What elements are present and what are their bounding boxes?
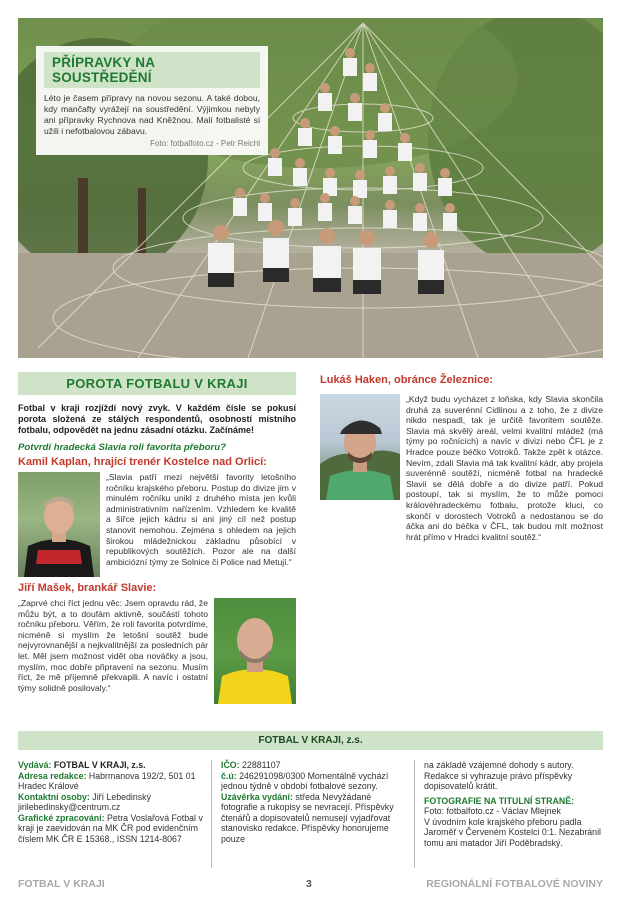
impressum-value: 246291098/0300 Momentálně vychází jednou týdně v období fotbalové sezony. xyxy=(221,770,389,791)
impressum-account xyxy=(221,771,406,792)
impressum-col3-text: na základě vzájemné dohody s autory. Redakce si vyhrazuje právo příspěvky dopisovatelů krátit. xyxy=(424,760,574,791)
impressum-label: Grafické zpracování: xyxy=(18,812,105,823)
kaplan-portrait-illustration xyxy=(18,472,100,577)
porota-right-column xyxy=(320,374,603,542)
impressum-label: č.ú: xyxy=(221,770,237,781)
footer-tagline: REGIONÁLNÍ FOTBALOVÉ NOVINY xyxy=(426,878,603,890)
impressum-label: Adresa redakce: xyxy=(18,770,87,781)
impressum-value: Jiří Lebedinský jirilebedinsky@centrum.cz xyxy=(18,791,151,812)
masek-portrait xyxy=(214,598,296,704)
haken-answer: „Když budu vycházet z loňska, kdy Slavia skončila druhá za suverénní Cidlinou a z toho, že z divize nikdo nespadl, tak je určitě favoritem soutěže. Slavia má skvělý areál, velmi kvalitní mládež (má týmy po ročnících) a navíc v divizi nebo ČFL je z Hradce pouze béčko Votroků. Takže zpět k otázce. Nevím, zdali Slavia má tak kvalitní kádr, aby projela suverénně soutěží, nicméně fotbal na hradecké Slavii se dělá dobře a do divize patří. Pokud postoupí, tak si myslím, že to může pomoci královéhradeckému fotbalu, protože kluci, co skončí v dorostech Votroků a nedostanou se do áčka ani do béčka v ČFL, tak budou mít možnost hrát přímo v Hradci kvalitní soutěž.“ xyxy=(406,394,603,542)
kaplan-answer: „Slavia patří mezi největší favority letošního ročníku krajského přeboru. Postup do divize jim v minulém ročníku unikl z druhého místa jen kvůli administrativním nařízením. Vzhledem ke kvalitě a šířce jejich kádru si ani jiný cíl než postup stanovit nemohou. Zejména s ohledem na jejich širokou mládežnickou základnu působící v republikových soutěžích. Pozor ale na další ambiciózní týmy ze Solnice či Police nad Metují.“ xyxy=(106,472,296,567)
masek-portrait-illustration xyxy=(214,598,296,704)
porota-question: Potvrdí hradecká Slavia roli favorita přeboru? xyxy=(18,442,226,453)
kaplan-name: Kamil Kaplan, hrající trenér Kostelce nad Orlicí: xyxy=(18,456,267,468)
masek-answer: „Zaprvé chci říct jednu věc: Jsem opravdu rád, že můžu být, a to doufám aktivně, součástí tohoto ročníku přeboru. Věřím, že roli favorita potvrdíme, nicméně si myslím že letošní soutěž bude nejvyrovnanější a nejkvalitnější za posledních pár let. Měl jsem možnost vidět oba nováčky a jsou, myslím, moc dobře připravení na sezonu. Musím říct, že mě příjemně překvapili. A navíc i ostatní týmy solidně posilovaly.“ xyxy=(18,598,208,693)
impressum-value: FOTBAL V KRAJI, z.s. xyxy=(53,760,146,770)
impressum-label: IČO: xyxy=(221,760,240,770)
impressum-column-3 xyxy=(424,760,606,848)
masek-name: Jiří Mašek, brankář Slavie: xyxy=(18,582,157,594)
impressum-label: Uzávěrka vydání: xyxy=(221,791,293,802)
haken-portrait xyxy=(320,394,400,500)
kaplan-portrait xyxy=(18,472,100,577)
photo-caption-text: Léto je časem přípravy na novou sezonu. A také dobou, kdy mančafty vyrážejí na soustředění. Výjimkou nebyly ani přípravky Rychnova nad Kněžnou. Malí fotbalisté si užili i nefotbalovou zábavu. xyxy=(44,93,260,136)
impressum-deadline xyxy=(221,792,406,845)
impressum-value: Petra Voslařová Fotbal v kraji je zaevidován na MK ČR pod evidenčním číslem MK ČR E 15368., ISSN 1214-8067 xyxy=(18,812,203,844)
impressum-value: 22881107 xyxy=(242,760,281,770)
photo-caption-credit: Foto: fotbalfoto.cz - Petr Reichl xyxy=(150,139,260,148)
cover-photo-caption: V úvodním kole krajského přeboru padla Jaroměř v Červeném Kostelci 0:1. Nezabránil tomu ani matador Jiří Poděbradský. xyxy=(424,816,601,848)
impressum-label: Kontaktní osoby: xyxy=(18,791,90,802)
cover-photo-credit: Foto: fotbalfoto.cz - Václav Mlejnek xyxy=(424,806,561,816)
photo-caption-box xyxy=(36,46,268,155)
impressum-heading: FOTBAL V KRAJI, z.s. xyxy=(18,731,603,750)
impressum-graphics xyxy=(18,813,203,845)
team-photo xyxy=(18,18,603,358)
porota-heading: POROTA FOTBALU V KRAJI xyxy=(18,372,296,395)
porota-left-column xyxy=(18,372,296,704)
impressum-divider xyxy=(414,760,415,868)
impressum-label: Vydává: xyxy=(18,760,52,770)
photo-caption-title: PŘÍPRAVKY NA SOUSTŘEDĚNÍ xyxy=(44,52,260,88)
impressum-divider xyxy=(211,760,212,868)
impressum-address xyxy=(18,771,203,792)
footer-publication: FOTBAL V KRAJI xyxy=(18,878,105,890)
porota-intro: Fotbal v kraji rozjíždí nový zvyk. V každém čísle se pokusí porota složená ze stálých respondentů, osobností místního fotbalu, odpovědět na jednu zásadní otázku. Začínáme! xyxy=(18,403,296,435)
impressum-value: středa Nevyžádané fotografie a rukopisy se nevracejí. Příspěvky čtenářů a dopisovatelů nemusejí vyjadřovat stanovisko redakce. Příspěvky honorujeme pouze xyxy=(221,791,394,844)
impressum-publisher xyxy=(18,760,203,771)
haken-portrait-illustration xyxy=(320,394,400,500)
page-number: 3 xyxy=(306,878,312,890)
haken-name: Lukáš Haken, obránce Železnice: xyxy=(320,374,494,386)
impressum-column-2 xyxy=(221,760,406,844)
impressum-contacts xyxy=(18,792,203,813)
impressum-value: Habrmanova 192/2, 501 01 Hradec Králové xyxy=(18,770,196,791)
impressum-ico xyxy=(221,760,406,771)
cover-photo-label: FOTOGRAFIE NA TITULNÍ STRANĚ: xyxy=(424,795,575,806)
impressum-column-1 xyxy=(18,760,203,844)
